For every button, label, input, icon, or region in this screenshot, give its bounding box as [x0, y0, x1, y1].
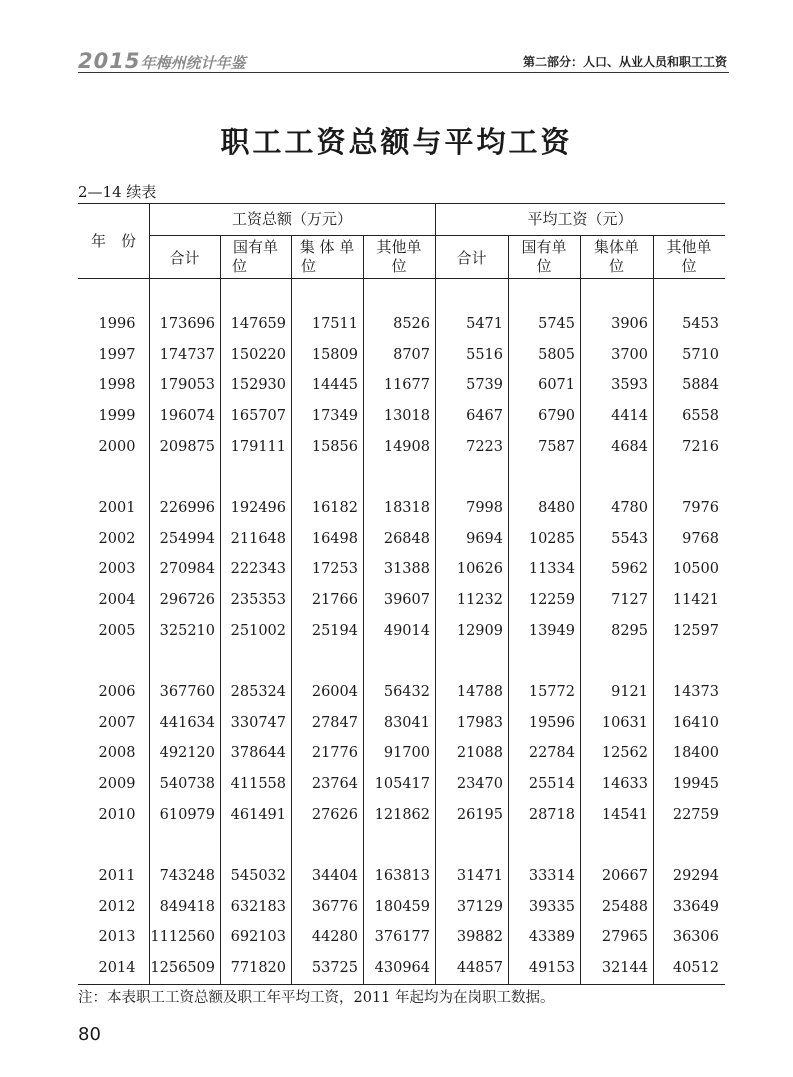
table-row [78, 896, 725, 918]
row-value: 16182 [311, 500, 358, 516]
col-header-text: 位 [536, 257, 552, 275]
row-value: 325210 [159, 622, 215, 639]
row-value: 4414 [611, 408, 648, 425]
row-value: 771820 [230, 960, 286, 977]
row-year: 2001 [98, 500, 136, 516]
row-value: 743248 [159, 868, 215, 884]
col-header-total-other [363, 238, 435, 276]
col-header-text: 合计 [456, 249, 487, 267]
row-value: 22784 [528, 745, 575, 762]
table-row [78, 620, 725, 642]
row-value: 441634 [159, 714, 215, 731]
row-value: 23764 [311, 776, 358, 793]
row-value: 9768 [682, 530, 719, 547]
row-value: 26848 [383, 530, 430, 547]
row-value: 43389 [528, 929, 575, 946]
row-value: 12909 [456, 622, 503, 639]
row-value: 21776 [311, 745, 358, 762]
col-header-total-state [220, 238, 291, 276]
row-value: 26004 [311, 684, 358, 700]
table-row [78, 773, 725, 795]
row-value: 14633 [601, 776, 648, 793]
row-value: 179053 [159, 377, 215, 394]
col-header-text: 位 [301, 257, 317, 275]
row-value: 235353 [230, 592, 286, 609]
table-bottom-rule [78, 984, 725, 985]
row-value: 27626 [311, 806, 358, 823]
row-value: 211648 [230, 530, 286, 547]
row-value: 5745 [538, 316, 575, 332]
row-value: 39607 [383, 592, 430, 609]
row-value: 7127 [611, 592, 648, 609]
col-header-total-sum [149, 248, 220, 268]
row-year: 2009 [98, 776, 136, 793]
average-wage-group-header: 平均工资（元） [527, 210, 633, 228]
row-value: 33649 [672, 898, 719, 915]
row-value: 8707 [393, 346, 430, 363]
table-row [78, 313, 725, 335]
row-year: 2013 [98, 929, 136, 946]
table-row [78, 405, 725, 427]
table-row [78, 957, 725, 979]
row-value: 16410 [672, 714, 719, 731]
row-value: 8480 [538, 500, 575, 516]
row-value: 5884 [682, 377, 719, 394]
row-value: 18318 [383, 500, 430, 516]
col-header-text: 位 [232, 257, 248, 275]
row-value: 270984 [159, 561, 215, 578]
col-header-text: 位 [681, 257, 697, 275]
row-value: 1112560 [150, 929, 215, 946]
header-rule [78, 72, 729, 73]
row-value: 150220 [230, 346, 286, 363]
col-header-avg-sum [435, 248, 508, 268]
col-header-text: 国有单 [232, 238, 278, 256]
row-value: 20667 [601, 868, 648, 884]
row-value: 36776 [311, 898, 358, 915]
row-year: 2006 [98, 684, 136, 700]
row-value: 13018 [383, 408, 430, 425]
page-title: 职工工资总额与平均工资 [220, 125, 573, 159]
row-value: 461491 [230, 806, 286, 823]
row-value: 3700 [611, 346, 648, 363]
row-value: 6071 [538, 377, 575, 394]
row-value: 7216 [682, 438, 719, 455]
row-value: 11334 [528, 561, 575, 578]
row-value: 376177 [374, 929, 430, 946]
row-value: 31388 [383, 561, 430, 578]
row-value: 5471 [466, 316, 503, 332]
header-bottom-rule [78, 278, 725, 279]
row-value: 174737 [159, 346, 215, 363]
row-value: 36306 [672, 929, 719, 946]
row-value: 6467 [466, 408, 503, 425]
row-value: 12259 [528, 592, 575, 609]
row-value: 91700 [383, 745, 430, 762]
row-value: 8295 [611, 622, 648, 639]
row-value: 10626 [456, 561, 503, 578]
row-value: 15856 [311, 438, 358, 455]
row-year: 2000 [98, 438, 136, 455]
table-footnote: 注：本表职工工资总额及职工年平均工资，2011 年起均为在岗职工数据。 [78, 990, 555, 1006]
row-value: 632183 [230, 898, 286, 915]
row-value: 17253 [311, 561, 358, 578]
col-header-avg-other [653, 238, 725, 276]
row-value: 411558 [230, 776, 286, 793]
row-value: 23470 [456, 776, 503, 793]
col-header-text: 位 [608, 257, 624, 275]
row-year: 2012 [98, 898, 136, 915]
running-header-book [78, 49, 245, 73]
row-value: 4684 [611, 438, 648, 455]
row-value: 192496 [230, 500, 286, 516]
row-value: 330747 [230, 714, 286, 731]
row-value: 14373 [672, 684, 719, 700]
row-value: 44280 [311, 929, 358, 946]
row-value: 18400 [672, 745, 719, 762]
row-value: 5453 [682, 316, 719, 332]
row-value: 49014 [383, 622, 430, 639]
row-value: 610979 [159, 806, 215, 823]
row-value: 540738 [159, 776, 215, 793]
row-value: 7587 [538, 438, 575, 455]
row-value: 196074 [159, 408, 215, 425]
row-value: 27965 [601, 929, 648, 946]
row-value: 25514 [528, 776, 575, 793]
wage-table [78, 203, 725, 985]
row-value: 165707 [230, 408, 286, 425]
row-value: 17983 [456, 714, 503, 731]
row-value: 39882 [456, 929, 503, 946]
row-value: 10500 [672, 561, 719, 578]
row-value: 56432 [383, 684, 430, 700]
row-value: 33314 [528, 868, 575, 884]
group-header-rule [149, 235, 725, 236]
row-value: 28718 [528, 806, 575, 823]
row-value: 849418 [159, 898, 215, 915]
row-value: 4780 [611, 500, 648, 516]
row-value: 14541 [601, 806, 648, 823]
row-year: 2004 [98, 592, 136, 609]
row-value: 37129 [456, 898, 503, 915]
row-value: 3593 [611, 377, 648, 394]
row-value: 7998 [466, 500, 503, 516]
col-header-avg-state [508, 238, 580, 276]
row-value: 25194 [311, 622, 358, 639]
row-value: 44857 [456, 960, 503, 977]
row-value: 27847 [311, 714, 358, 731]
row-value: 254994 [159, 530, 215, 547]
row-value: 296726 [159, 592, 215, 609]
row-value: 49153 [528, 960, 575, 977]
table-row [78, 528, 725, 550]
row-value: 83041 [383, 714, 430, 731]
row-value: 31471 [456, 868, 503, 884]
table-row [78, 681, 725, 703]
row-year: 2008 [98, 745, 136, 762]
row-value: 179111 [230, 438, 286, 455]
col-header-avg-collective [580, 238, 653, 276]
row-year: 2010 [98, 806, 136, 823]
row-value: 121862 [374, 806, 430, 823]
row-value: 378644 [230, 745, 286, 762]
col-header-text: 其他单 [666, 238, 712, 256]
row-value: 285324 [230, 684, 286, 700]
row-year: 1999 [98, 408, 136, 425]
row-value: 251002 [230, 622, 286, 639]
table-row [78, 804, 725, 826]
col-header-text: 其他单 [376, 238, 422, 256]
row-value: 19945 [672, 776, 719, 793]
table-row [78, 497, 725, 519]
row-value: 5516 [466, 346, 503, 363]
row-value: 5739 [466, 377, 503, 394]
row-value: 10285 [528, 530, 575, 547]
row-value: 209875 [159, 438, 215, 455]
row-value: 545032 [230, 868, 286, 884]
row-year: 2014 [98, 960, 136, 977]
row-value: 21766 [311, 592, 358, 609]
row-value: 105417 [374, 776, 430, 793]
col-header-text: 合计 [169, 249, 200, 267]
header-book-title: 年梅州统计年鉴 [140, 54, 246, 72]
row-value: 17349 [311, 408, 358, 425]
table-top-rule [78, 203, 725, 204]
row-value: 10631 [601, 714, 648, 731]
row-value: 147659 [230, 316, 286, 332]
row-value: 152930 [230, 377, 286, 394]
row-value: 173696 [159, 316, 215, 332]
table-number: 2—14 续表 [78, 183, 157, 201]
row-value: 226996 [159, 500, 215, 516]
row-value: 9694 [466, 530, 503, 547]
table-row [78, 558, 725, 580]
row-value: 26195 [456, 806, 503, 823]
row-value: 22759 [672, 806, 719, 823]
table-row [78, 712, 725, 734]
row-value: 7223 [466, 438, 503, 455]
year-column-header: 年 份 [90, 232, 136, 250]
row-value: 15772 [528, 684, 575, 700]
row-value: 11421 [672, 592, 719, 609]
row-value: 40512 [672, 960, 719, 977]
table-row [78, 436, 725, 458]
row-value: 14908 [383, 438, 430, 455]
row-value: 53725 [311, 960, 358, 977]
row-year: 1996 [98, 316, 136, 332]
row-year: 2007 [98, 714, 136, 731]
row-value: 7976 [682, 500, 719, 516]
table-row [78, 374, 725, 396]
row-value: 11232 [456, 592, 503, 609]
row-value: 3906 [611, 316, 648, 332]
row-value: 5710 [682, 346, 719, 363]
row-value: 430964 [374, 960, 430, 977]
row-value: 11677 [383, 377, 430, 394]
row-value: 19596 [528, 714, 575, 731]
col-header-text: 集 体 单 [299, 238, 355, 256]
table-row [78, 589, 725, 611]
row-value: 13949 [528, 622, 575, 639]
header-year: 2015 [78, 49, 141, 73]
row-value: 32144 [601, 960, 648, 977]
row-value: 14445 [311, 377, 358, 394]
row-value: 6558 [682, 408, 719, 425]
row-year: 2002 [98, 530, 136, 547]
row-value: 9121 [611, 684, 648, 700]
row-value: 15809 [311, 346, 358, 363]
row-value: 21088 [456, 745, 503, 762]
row-value: 180459 [374, 898, 430, 915]
row-value: 367760 [159, 684, 215, 700]
row-value: 17511 [311, 316, 358, 332]
row-value: 222343 [230, 561, 286, 578]
row-value: 8526 [393, 316, 430, 332]
col-header-text: 集体单 [593, 238, 639, 256]
running-header-section: 第二部分：人口、从业人员和职工工资 [522, 55, 727, 69]
row-year: 2005 [98, 622, 136, 639]
row-value: 163813 [374, 868, 430, 884]
row-value: 16498 [311, 530, 358, 547]
row-value: 34404 [311, 868, 358, 884]
row-value: 12597 [672, 622, 719, 639]
row-value: 492120 [159, 745, 215, 762]
row-value: 5543 [611, 530, 648, 547]
table-row [78, 742, 725, 764]
row-year: 1998 [98, 377, 136, 394]
table-row [78, 926, 725, 948]
row-value: 25488 [601, 898, 648, 915]
col-header-text: 位 [391, 257, 407, 275]
row-value: 5805 [538, 346, 575, 363]
page-number: 80 [78, 1024, 101, 1045]
row-value: 29294 [672, 868, 719, 884]
row-value: 692103 [230, 929, 286, 946]
row-year: 2003 [98, 561, 136, 578]
col-header-text: 国有单 [521, 238, 567, 256]
row-year: 1997 [98, 346, 136, 363]
table-row [78, 865, 725, 887]
row-value: 14788 [456, 684, 503, 700]
table-row [78, 344, 725, 366]
row-year: 2011 [98, 868, 136, 884]
row-value: 1256509 [150, 960, 215, 977]
col-header-total-collective [291, 238, 363, 276]
row-value: 39335 [528, 898, 575, 915]
row-value: 5962 [611, 561, 648, 578]
total-wages-group-header: 工资总额（万元） [231, 210, 352, 228]
row-value: 6790 [538, 408, 575, 425]
row-value: 12562 [601, 745, 648, 762]
